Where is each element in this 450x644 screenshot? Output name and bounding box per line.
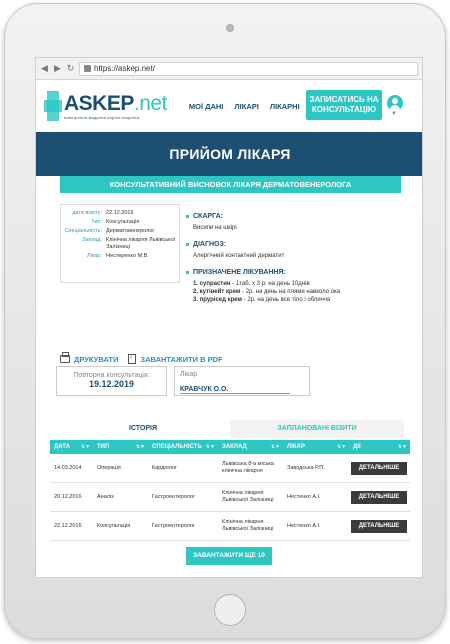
diagnosis-text: Алергічний контактний дерматит [193,253,285,259]
visit-type-row [64,219,176,226]
doctor-signature-box [174,366,310,396]
logo-cross-icon [44,91,62,121]
forward-arrow-icon[interactable]: ▶ [54,63,61,73]
treatment-title: ПРИЗНАЧЕНЕ ЛІКУВАННЯ: [193,269,286,276]
col-doctor[interactable]: ЛІКАР ⇅▼ [283,440,349,454]
camera-icon [226,24,234,32]
doctor-row [64,253,176,260]
facility-label: Заклад: [82,237,102,243]
report-sections [186,213,406,313]
complaint-section [186,213,406,232]
sort-icon[interactable]: ⇅▼ [80,444,90,450]
complaint-text: Висипи на шкірі [193,225,237,231]
user-avatar-icon[interactable] [387,95,403,111]
doctor-label: Лікар: [86,253,102,259]
doctor-sign-label: Лікар [180,371,198,378]
diagnosis-title: ДІАГНОЗ: [193,241,227,248]
page-title: ПРИЙОМ ЛІКАРЯ [169,146,291,162]
followup-label: Повторна консультація: [73,372,150,379]
printer-icon [60,355,70,363]
cell-facility: Клінічна лікарня Львівської Залізниці [222,490,274,503]
nav-doctors[interactable]: ЛІКАРІ [234,101,259,111]
logo[interactable] [44,91,167,121]
visit-date-label: дата візиту: [72,210,102,216]
specialty-value: Дерматовенеролог [106,228,155,234]
url-text: https://askep.net/ [94,64,155,73]
cell-date: 20.12.2016 [54,493,82,500]
followup-box [56,366,167,396]
table-row [50,483,410,512]
treatment-item: 1. супрастин - 1таб. х 3 р. на день 10днів [193,281,310,287]
main-nav [189,102,300,111]
complaint-title: СКАРГА: [193,213,223,220]
cell-date: 22.12.2016 [54,522,82,529]
treatment-section [186,269,406,304]
details-button[interactable]: ДЕТАЛЬНІШЕ [351,520,407,533]
cell-doctor: Заводська Р.П. [287,464,325,471]
visit-info-card [60,204,180,283]
treatment-list [186,280,406,304]
col-specialty[interactable]: СПЕЦІАЛЬНІСТЬ ⇅▼ [148,440,218,454]
nav-my-data[interactable]: МОЇ ДАНІ [188,101,224,111]
tablet-frame [4,3,446,639]
download-label: ЗАВАНТАЖИТИ В PDF [140,354,223,364]
tab-history[interactable]: ІСТОРІЯ [56,420,230,438]
logo-tagline: електронна медична картка пацієнта [64,114,140,120]
bullet-icon [186,243,189,246]
bullet-icon [186,271,189,274]
report-subtitle: КОНСУЛЬТАТИВНИЙ ВИСНОВОК ЛІКАРЯ ДЕРМАТОВЕНЕРОЛОГА [60,176,401,193]
table-row [50,512,410,541]
table-header [50,440,410,454]
screen [35,57,423,578]
home-button[interactable] [214,594,246,626]
doctor-sign-name: КРАВЧУК О.О. [180,386,290,394]
cell-facility: Львівська 8-а міська клінічна лікарня [222,461,274,474]
col-date[interactable]: ДАТА ⇅▼ [50,440,93,454]
visit-type-value: Консультація [106,219,140,225]
sort-icon[interactable]: ⇅▼ [135,444,145,450]
col-type[interactable]: ТИП ⇅▼ [93,440,148,454]
col-facility[interactable]: ЗАКЛАД ⇅▼ [218,440,283,454]
cell-type: Операція [97,464,121,471]
cell-type: Консультація [97,522,131,529]
treatment-item: 2. кутівейт крем - 2р. на день на плями навколо ока [193,289,341,295]
details-button[interactable]: ДЕТАЛЬНІШЕ [351,462,407,475]
details-button[interactable]: ДЕТАЛЬНІШЕ [351,491,407,504]
cell-date: 14.03.2014 [54,464,82,471]
sort-icon[interactable]: ⇅▼ [397,444,407,450]
sort-icon[interactable]: ⇅▼ [336,444,346,450]
book-consultation-button[interactable]: ЗАПИСАТИСЬ НА КОНСУЛЬТАЦІЮ [306,90,382,120]
cell-doctor: Нестенко А.І. [287,522,321,529]
specialty-row [64,228,176,235]
reload-icon[interactable]: ↻ [66,63,75,73]
cell-facility: Клінічна лікарня Львівської Залізниці [222,519,274,532]
load-more-button[interactable]: ЗАВАНТАЖИТИ ЩЕ 10 [186,547,272,565]
visit-date-value: 22.12.2016 [106,210,134,216]
followup-date: 19.12.2019 [88,379,135,389]
print-button[interactable] [60,354,118,364]
specialty-label: Спеціальність: [64,228,102,234]
address-bar[interactable] [79,62,418,76]
logo-brand: ASKEP [64,91,134,115]
back-arrow-icon[interactable]: ◀ [41,63,48,73]
cell-specialty: Гастроентеролог [152,522,196,529]
tab-scheduled[interactable]: ЗАПЛАНОВАНІ ВІЗИТИ [230,420,404,438]
history-tabs [56,420,404,438]
browser-toolbar [36,58,422,80]
lock-icon [84,65,91,72]
table-row [50,454,410,483]
page-banner [36,132,423,176]
nav-hospitals[interactable]: ЛІКАРНІ [269,101,300,111]
report-actions [60,354,223,364]
cell-specialty: Кардіолог [152,464,177,471]
bullet-icon [186,215,189,218]
download-pdf-button[interactable] [128,354,222,364]
cell-doctor: Нестенко А.І. [287,493,321,500]
logo-suffix: .net [133,91,167,115]
diagnosis-section [186,241,406,260]
chevron-down-icon[interactable]: ▼ [391,111,397,117]
col-actions[interactable]: ДІЇ ⇅▼ [349,440,410,454]
visits-table [50,440,410,541]
print-label: ДРУКУВАТИ [74,354,119,364]
facility-row [64,237,176,251]
cell-type: Аналіз [97,493,114,500]
sort-icon[interactable]: ⇅▼ [205,444,215,450]
visit-date-row [64,210,176,217]
visit-type-label: Тип: [91,219,102,225]
facility-value: Клінічна лікарня Львівської Залізниці [106,237,176,250]
sort-icon[interactable]: ⇅▼ [270,444,280,450]
cell-specialty: Гастроентеролог [152,493,196,500]
download-icon [128,354,136,364]
treatment-item: 3. прурісед крем - 2р. на день все тіло і обличчя [193,297,331,303]
doctor-value: Нестеренко М.В. [106,253,149,259]
